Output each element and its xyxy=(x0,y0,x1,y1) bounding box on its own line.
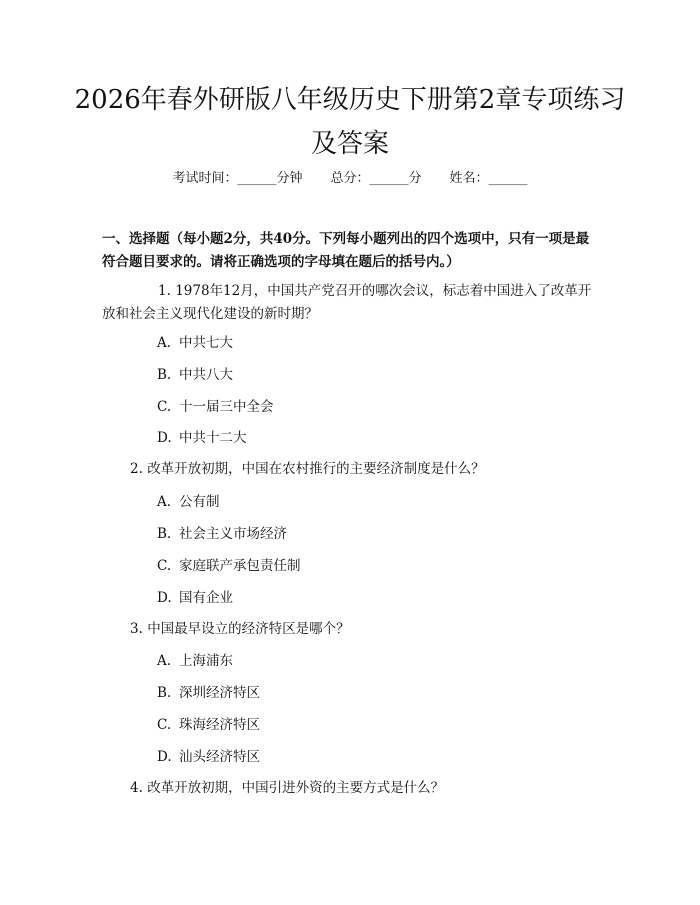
option-2b xyxy=(157,524,287,544)
option-text: 家庭联产承包责任制 xyxy=(179,558,301,574)
option-letter: C. xyxy=(157,717,172,733)
option-letter: B. xyxy=(157,526,172,542)
option-letter: A. xyxy=(157,494,172,510)
option-letter: D. xyxy=(157,590,172,606)
question-text: 改革开放初期，中国在农村推行的主要经济制度是什么？ xyxy=(147,461,485,477)
option-letter: C. xyxy=(157,399,172,415)
option-text: 珠海经济特区 xyxy=(179,717,260,733)
question-3 xyxy=(130,618,610,641)
option-text: 国有企业 xyxy=(179,590,233,606)
question-4 xyxy=(130,777,610,800)
option-text: 中共十二大 xyxy=(179,430,247,446)
question-number: 2. xyxy=(130,461,143,477)
option-3c xyxy=(157,715,260,735)
question-number: 1. xyxy=(158,283,171,299)
option-2c xyxy=(157,556,301,576)
option-1a xyxy=(157,333,233,353)
option-letter: D. xyxy=(157,430,172,446)
option-letter: D. xyxy=(157,749,172,765)
question-text: 1978年12月，中国共产党召开的哪次会议，标志着中国进入了改革开放和社会主义现代化建设的新时期？ xyxy=(102,283,592,322)
student-name-field: 姓名：______ xyxy=(449,171,528,186)
option-letter: A. xyxy=(157,653,172,669)
question-1 xyxy=(102,280,602,326)
total-score-field: 总分：______分 xyxy=(330,171,422,186)
option-letter: B. xyxy=(157,685,172,701)
option-3b xyxy=(157,683,260,703)
option-1c xyxy=(157,397,274,417)
question-number: 4. xyxy=(130,780,143,796)
option-1d xyxy=(157,428,247,448)
option-text: 上海浦东 xyxy=(179,653,233,669)
option-2d xyxy=(157,588,233,608)
option-3a xyxy=(157,651,233,671)
exam-time-field: 考试时间：______分钟 xyxy=(172,171,303,186)
exam-info-row xyxy=(0,170,700,188)
option-letter: C. xyxy=(157,558,172,574)
question-text: 改革开放初期，中国引进外资的主要方式是什么？ xyxy=(147,780,445,796)
option-text: 中共八大 xyxy=(179,367,233,383)
option-2a xyxy=(157,492,220,512)
option-letter: A. xyxy=(157,335,172,351)
section-heading: 一、选择题（每小题2分，共40分。下列每小题列出的四个选项中，只有一项是最符合题目要求的。请将正确选项的字母填在题后的括号内。） xyxy=(102,231,590,270)
option-text: 深圳经济特区 xyxy=(179,685,260,701)
document-title: 2026年春外研版八年级历史下册第2章专项练习及答案 xyxy=(74,85,626,159)
question-text: 中国最早设立的经济特区是哪个？ xyxy=(147,621,350,637)
option-letter: B. xyxy=(157,367,172,383)
question-number: 3. xyxy=(130,621,143,637)
option-text: 社会主义市场经济 xyxy=(179,526,287,542)
option-text: 十一届三中全会 xyxy=(179,399,274,415)
option-text: 公有制 xyxy=(179,494,220,510)
option-1b xyxy=(157,365,233,385)
option-text: 中共七大 xyxy=(179,335,233,351)
option-3d xyxy=(157,747,260,767)
option-text: 汕头经济特区 xyxy=(179,749,260,765)
question-2 xyxy=(130,458,610,481)
